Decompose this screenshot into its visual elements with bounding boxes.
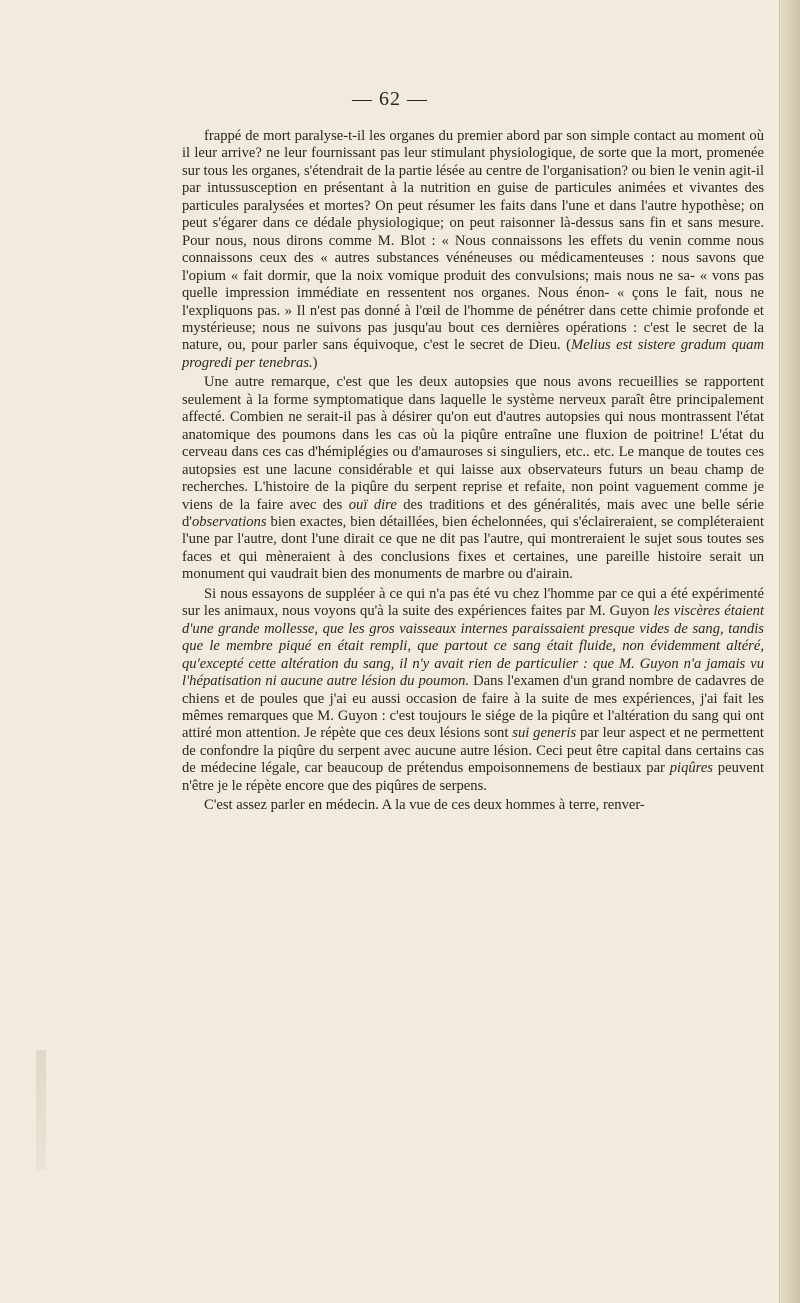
text-run: Dans l'examen d'un grand nombre de cadavres de chiens et de poules que j'ai eu aussi occasion de faire à la suite de mes expériences, j'ai fait les mêmes remarques que M. Guyon : c'est toujours le siége de la piqûre et l'altération du sang qui ont attiré mon attention. Je répète que ces deux lésions sont: [182, 673, 764, 742]
paragraph-4: [182, 797, 764, 814]
text-run: ): [312, 354, 318, 371]
paragraph-2: [182, 374, 764, 583]
text-run: peuvent n'être je le répète encore que des piqûres de serpens.: [182, 760, 764, 794]
paragraph-3: [182, 586, 764, 795]
page-number: — 62 —: [352, 88, 428, 110]
text-run: frappé de mort paralyse-t-il les organes du premier abord par son simple contact au moment où il leur arrive? ne leur fournissant pas leur stimulant physiologique, de sorte que la mort, promenée sur tous les organes, s'étendrait de la partie lésée au centre de l'organisation? ou bien le venin agit-il par intussusception en présentant à la nutrition en guise de particules animées et vivantes des particules paralysées et mortes? On peut résumer les faits dans l'une et dans l'autre hypothèse; on peut s'égarer dans ce dédale physiologique; on peut raisonner là-dessus sans fin et sans mesure. Pour nous, nous dirons comme M. Blot : « Nous connaissons les effets du venin comme nous connaissons ceux des « autres substances vénéneuses ou médicamenteuses : nous savons que l'opium « fait dormir, que la noix vomique produit des convulsions; mais nous ne sa- « vons pas quelle impression immédiate en ressentent nos organes. Nous énon- « çons le fait, nous ne l'expliquons pas. » Il n'est pas donné à l'œil de l'homme de pénétrer dans cette chimie profonde et mystérieuse; nous ne suivons pas jusqu'au bout ces dernières opérations : c'est le secret de la nature, ou, pour parler sans équivoque, c'est le secret de Dieu. (: [182, 128, 764, 354]
paper-stain: [36, 1050, 46, 1170]
text-run: C'est assez parler en médecin. A la vue de ces deux hommes à terre, renver-: [204, 797, 645, 814]
page-edge: [779, 0, 800, 1303]
text-run: Si nous essayons de suppléer à ce qui n'a pas été vu chez l'homme par ce qui a été expérimenté sur les animaux, nous voyons qu'à la suite des expériences faites par M. Guyon: [182, 585, 764, 620]
text-run: Une autre remarque, c'est que les deux autopsies que nous avons recueillies se rapportent seulement à la forme symptomatique dans laquelle le système nerveux paraît être principalement affecté. Combien ne serait-il pas à désirer qu'on eut d'autres autopsies qui nous montrassent l'état anatomique des poumons dans les cas où la piqûre entraîne une fluxion de poitrine! L'état du cerveau dans ces cas d'hémiplégies ou d'amauroses si singuliers, etc.. etc. Le manque de toutes ces autopsies est une lacune considérable et qui laisse aux observateurs futurs un beau champ de recherches. L'histoire de la piqûre du serpent reprise et refaite, non point vaguement comme je viens de la faire avec des: [182, 374, 764, 513]
text-run: bien exactes, bien détaillées, bien échelonnées, qui s'éclaireraient, se compléteraient l'une par l'autre, dont l'une dirait ce que ne dit pas l'autre, qui montreraient le sujet sous toutes ses faces et qui mèneraient à des conclusions fixes et certaines, une pareille histoire serait un monument qui vaudrait bien des monuments de marbre ou d'airain.: [182, 513, 764, 583]
italic-run: piqûres: [669, 760, 713, 777]
paragraph-1: [182, 128, 764, 372]
italic-run: les viscères étaient d'une grande mollesse, que les gros vaisseaux internes paraissaient presque vides de sang, tandis que le membre piqué en était rempli, que partout ce sang était fluide, non évidemment altéré, qu'excepté cette altération du sang, il n'y avait rien de particulier : que M. Guyon n'a jamais vu l'hépatisation ni aucune autre lésion du poumon.: [182, 603, 765, 690]
italic-run: ouï dire: [348, 496, 397, 513]
text-run: des traditions et des généralités, mais avec une belle série d': [182, 496, 765, 530]
italic-run: sui generis: [512, 725, 577, 742]
text-run: par leur aspect et ne permettent de confondre la piqûre du serpent avec aucune autre lésion. Ceci peut être capital dans certains cas de médecine légale, car beaucoup de prétendus empoisonnemens de bestiaux par: [182, 725, 764, 777]
page-body: [182, 128, 764, 815]
italic-run: observations: [191, 513, 267, 530]
latin-quote: Melius est sistere gradum quam progredi per tenebras.: [182, 337, 764, 371]
